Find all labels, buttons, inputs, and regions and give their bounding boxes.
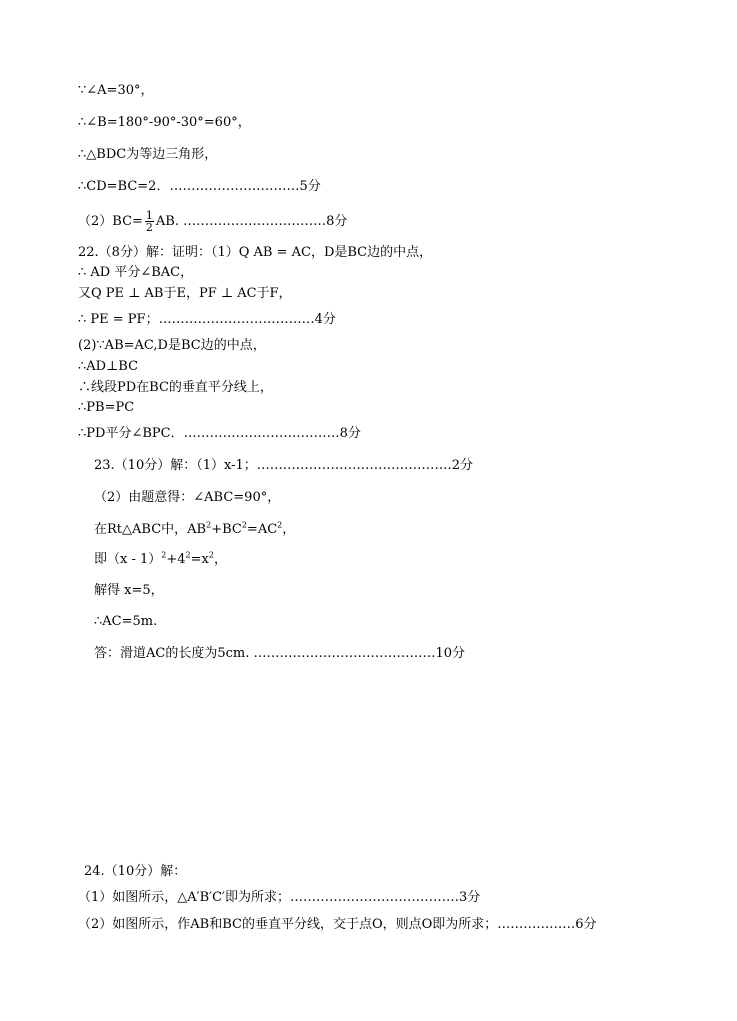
- line-19: 解得 x=5，: [94, 583, 164, 598]
- eq1-sup3: 2: [277, 520, 283, 530]
- line-2: ∴∠B=180°-90°-30°=60°，: [78, 115, 251, 130]
- line-22: 24.（10分）解：: [84, 864, 187, 879]
- line-6: 22.（8分）解：证明：（1）Q AB = AC，D是BC边的中点，: [78, 245, 433, 260]
- line-10: (2)∵AB=AC,D是BC边的中点，: [78, 338, 266, 353]
- eq1-part3: =AC: [246, 522, 278, 537]
- eq2-part4: ，: [213, 552, 227, 567]
- eq1-sup2: 2: [241, 520, 247, 530]
- line-20: ∴AC=5m.: [94, 614, 158, 629]
- eq1-sup1: 2: [206, 520, 212, 530]
- line-14: ∴PD平分∠BPC．………………………………8分: [78, 426, 361, 441]
- line-16: （2）由题意得：∠ABC=90°，: [94, 490, 281, 505]
- eq1-part4: ，: [282, 522, 296, 537]
- fraction-numerator: 1: [145, 209, 153, 222]
- line-21: 答：滑道AC的长度为5cm. ……………………………………10分: [94, 646, 466, 661]
- line-5-suffix: AB. ……………………………8分: [155, 214, 348, 229]
- line-3: ∴△BDC为等边三角形，: [78, 147, 218, 162]
- line-13: ∴PB=PC: [78, 400, 135, 415]
- eq2-part3: =x: [190, 552, 209, 567]
- line-5: [78, 210, 347, 233]
- eq2-part1: 即（x - 1）: [94, 552, 162, 567]
- line-24: （2）如图所示，作AB和BC的垂直平分线，交于点O，则点O即为所求；………………6分: [78, 917, 597, 932]
- eq2-sup1: 2: [161, 550, 167, 560]
- line-18: [94, 551, 227, 569]
- eq1-part1: 在Rt△ABC中，AB: [94, 522, 207, 537]
- line-23: （1）如图所示，△A′B′C′即为所求；…………………………………3分: [78, 890, 481, 905]
- line-12: ∴线段PD在BC的垂直平分线上，: [78, 380, 273, 395]
- eq2-part2: +4: [166, 552, 186, 567]
- line-4: ∴CD=BC=2．…………………………5分: [78, 179, 321, 194]
- eq2-sup2: 2: [185, 550, 191, 560]
- line-9: ∴ PE = PF；………………………………4分: [78, 312, 336, 327]
- line-17: [94, 521, 295, 539]
- line-15: 23.（10分）解：（1）x-1；………………………………………2分: [94, 458, 474, 473]
- eq2-sup3: 2: [208, 550, 214, 560]
- line-1: ∵∠A=30°，: [78, 83, 154, 98]
- line-8: 又Q PE ⊥ AB于E，PF ⊥ AC于F，: [78, 286, 292, 301]
- line-5-prefix: （2）BC=: [78, 214, 143, 229]
- line-11: ∴AD⊥BC: [78, 359, 139, 374]
- line-7: ∴ AD 平分∠BAC，: [78, 265, 194, 280]
- fraction-half: [145, 210, 154, 233]
- fraction-denominator: 2: [145, 221, 153, 234]
- eq1-part2: +BC: [211, 522, 242, 537]
